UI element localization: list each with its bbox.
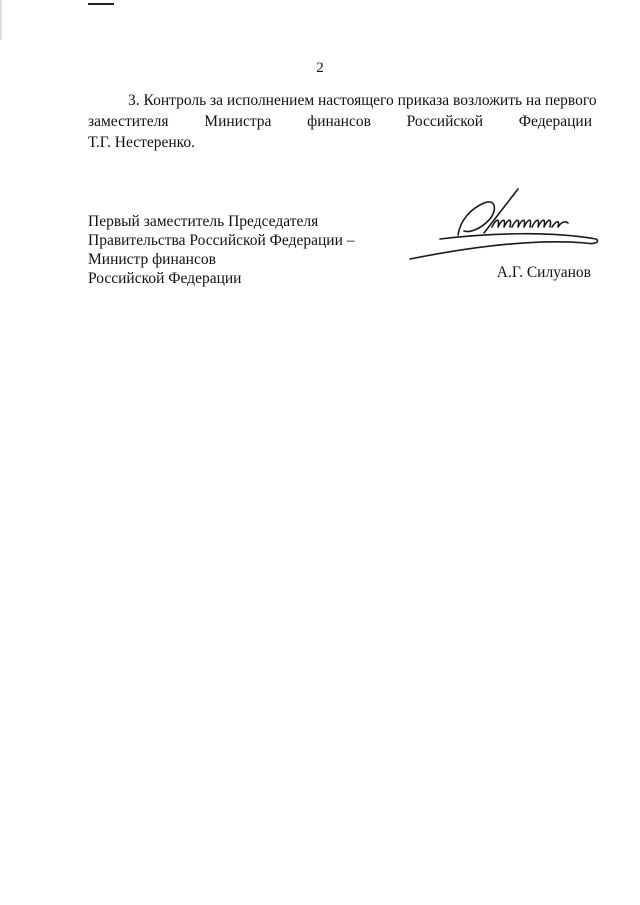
word: Федерации <box>518 113 592 130</box>
word: Российской <box>406 113 484 130</box>
page-number: 2 <box>316 60 324 76</box>
word: финансов <box>307 113 371 130</box>
paragraph-line: 3. Контроль за исполнением настоящего приказа возложить на первого <box>128 92 597 109</box>
signer-title-line: Правительства Российской Федерации – <box>88 232 355 249</box>
word: заместителя <box>88 113 169 130</box>
paragraph-line <box>88 111 592 132</box>
signer-title-line: Российской Федерации <box>88 270 242 287</box>
word: Министра <box>204 113 272 130</box>
signer-title-line: Министр финансов <box>88 251 216 268</box>
scan-artifact <box>0 0 2 40</box>
scan-artifact <box>88 3 114 5</box>
paragraph-line: Т.Г. Нестеренко. <box>88 134 196 151</box>
signer-name: А.Г. Силуанов <box>496 264 591 281</box>
signer-title-line: Первый заместитель Председателя <box>88 213 319 230</box>
signer-title <box>88 212 355 288</box>
order-paragraph <box>88 90 597 153</box>
handwritten-signature <box>400 183 610 263</box>
